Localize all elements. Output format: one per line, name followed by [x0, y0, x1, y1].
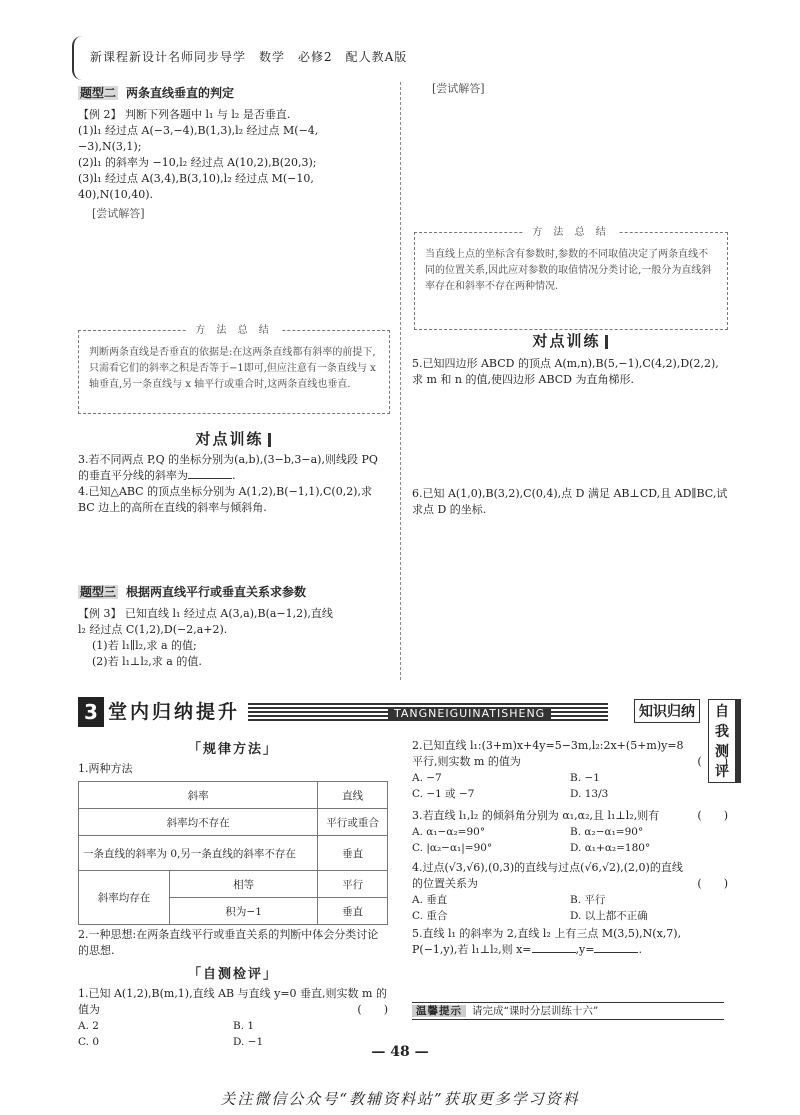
summary-item-1: 1.两种方法 — [78, 762, 133, 775]
column-divider — [400, 82, 401, 680]
training-heading: 对点训练 — [412, 330, 728, 351]
example-3: 【例 3】 已知直线 l₁ 经过点 A(3,a),B(a−1,2),直线 l₂ 经过点 C(1,2),D(−2,a+2). (1)若 l₁∥l₂,求 a 的值; (2)若 l₁⊥l₂,求 a 的值. — [78, 607, 333, 668]
reminder-text: 请完成“课时分层训练十六” — [472, 1005, 599, 1017]
section-type-3 — [78, 583, 388, 670]
table-row: 斜率 直线 — [79, 782, 388, 809]
self-test-right — [412, 738, 728, 958]
method-summary-text: 当直线上点的坐标含有参数时,参数的不同取值决定了两条直线不同的位置关系,因此应对参数的取值情况分类讨论,一般分为直线斜率存在和斜率不存在两种情况. — [425, 249, 712, 292]
options-list: A. α₁−α₂=90° B. α₂−α₁=90° C. |α₂−α₁|=90° D. α₁+α₂=180° — [412, 826, 651, 854]
self-test-question-5: 5.直线 l₁ 的斜率为 2,直线 l₂ 上有三点 M(3,5),N(x,7), P(−1,y),若 l₁⊥l₂,则 x= ,y= . — [412, 927, 682, 956]
table-row: 一条直线的斜率为 0,另一条直线的斜率不存在 垂直 — [79, 836, 388, 871]
self-test-question-3: 3.若直线 l₁,l₂ 的倾斜角分别为 α₁,α₂,且 l₁⊥l₂,则有 ( ) — [412, 809, 728, 822]
self-test-question-2: 2.已知直线 l₁:(3+m)x+4y=5−3m,l₂:2x+(5+m)y=8 平行,则实数 m 的值为 ( ) — [412, 739, 728, 768]
reminder-label: 温馨提示 — [412, 1005, 466, 1017]
method-summary-box — [414, 227, 728, 330]
method-summary-title: 方 法 总 结 — [187, 323, 281, 339]
table-row: 积为−1 垂直 — [79, 898, 388, 925]
question-3: 3.若不同两点 P,Q 的坐标分别为(a,b),(3−b,3−a),则线段 PQ 的垂直平分线的斜率为 . — [78, 453, 378, 482]
try-answer-label: [尝试解答] — [432, 82, 485, 95]
try-answer-label: [尝试解答] — [92, 207, 145, 220]
question-4: 4.已知△ABC 的顶点坐标分别为 A(1,2),B(−1,1),C(0,2),求 BC 边上的高所在直线的斜率与倾斜角. — [78, 485, 372, 514]
header-bracket — [72, 36, 84, 80]
rules-title: 「规律方法」 — [187, 742, 278, 757]
options-list: A. 垂直 B. 平行 C. 重合 D. 以上都不正确 — [412, 894, 648, 922]
table-row: 斜率均存在 相等 平行 — [79, 871, 388, 898]
self-test-title: 「自测检评」 — [187, 967, 278, 982]
section-tag: 题型三 — [80, 585, 117, 599]
section-title: 题型三 根据两直线平行或垂直关系求参数 — [80, 585, 307, 599]
self-test-question-4: 4.过点(√3,√6),(0,3)的直线与过点(√6,√2),(2,0)的直线 的位置关系为 ( ) — [412, 861, 728, 890]
example-2: 【例 2】 判断下列各题中 l₁ 与 l₂ 是否垂直. (1)l₁ 经过点 A(−3,−4),B(1,3),l₂ 经过点 M(−4, −3),N(3,1); (2)l₁ 的斜率为 −10,l₂ 经过点 A(10,2),B(20,3); (3)l₁ 经过点 A(3,4),B(3,10),l₂ 经过点 M(−10, 40),N(10,40). — [78, 108, 319, 201]
method-summary-title: 方 法 总 结 — [524, 225, 618, 241]
reminder-bar — [412, 1002, 724, 1020]
footer-note: 关注微信公众号“教辅资料站”获取更多学习资料 — [220, 1090, 580, 1108]
table-row: 斜率均不存在 平行或重合 — [79, 809, 388, 836]
question-6: 6.已知 A(1,0),B(3,2),C(0,4),点 D 满足 AB⊥CD,且 AD∥BC,试求点 D 的坐标. — [412, 487, 728, 516]
training-heading: 对点训练 — [78, 428, 388, 449]
section-title: 题型二 两条直线垂直的判定 — [80, 86, 235, 100]
tab-knowledge-summary: 知识归纳 — [634, 699, 700, 723]
page-number: — 48 — — [371, 1044, 429, 1060]
practice-questions-3-4 — [78, 452, 388, 516]
summary-item-2: 2.一种思想:在两条直线平行或垂直关系的判断中体会分类讨论的思想. — [78, 928, 379, 957]
banner-pinyin: TANGNEIGUINATISHENG — [388, 707, 551, 720]
tab-self-test: 自我测评 — [708, 699, 741, 783]
method-summary-text: 判断两条直线是否垂直的依据是:在这两条直线都有斜率的前提下,只需看它们的斜率之积是否等于−1即可,但应注意有一条直线与 x 轴垂直,另一条直线与 x 轴平行或重合时,这两条直线也垂直. — [89, 347, 376, 390]
summary-section — [78, 738, 388, 1050]
options-list: A. −7 B. −1 C. −1 或 −7 D. 13/3 — [412, 772, 609, 800]
options-list: A. 2 B. 1 C. 0 D. −1 — [78, 1020, 264, 1048]
question-5: 5.已知四边形 ABCD 的顶点 A(m,n),B(5,−1),C(4,2),D(2,2),求 m 和 n 的值,使四边形 ABCD 为直角梯形. — [412, 357, 719, 386]
banner-number: 3 — [78, 697, 104, 727]
running-header: 新课程新设计名师同步导学 数学 必修2 配人教A版 — [90, 50, 408, 64]
section-tag: 题型二 — [80, 86, 117, 100]
rules-table — [78, 781, 388, 925]
method-summary-box — [78, 325, 390, 414]
banner-title: 堂内归纳提升 — [108, 701, 241, 723]
section-type-2 — [78, 84, 388, 221]
self-test-question-1: 1.已知 A(1,2),B(m,1),直线 AB 与直线 y=0 垂直,则实数 m 的值为 ( ) — [78, 987, 388, 1016]
